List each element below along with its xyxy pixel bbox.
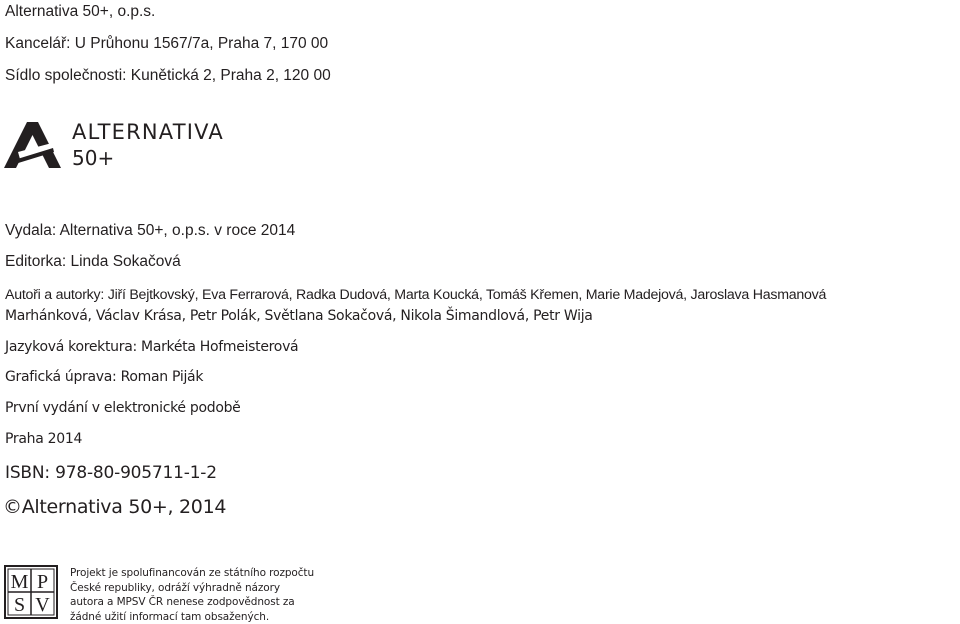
svg-text:V: V <box>35 594 50 616</box>
editor: Editorka: Linda Sokačová <box>5 253 181 271</box>
copyright: ©Alternativa 50+, 2014 <box>3 496 226 518</box>
edition: První vydání v elektronické podobě <box>5 400 241 416</box>
publisher-office: Kancelář: U Průhonu 1567/7a, Praha 7, 170 00 <box>5 35 328 53</box>
publisher-seat: Sídlo společnosti: Kunětická 2, Praha 2, 120 00 <box>5 67 331 85</box>
alternativa-a-mark-icon <box>4 122 62 172</box>
alternativa-logo <box>4 118 264 174</box>
funding-note <box>70 566 314 624</box>
funding-note-line-3: autora a MPSV ČR nenese zodpovědnost za <box>70 595 314 610</box>
published-by: Vydala: Alternativa 50+, o.p.s. v roce 2014 <box>5 222 295 240</box>
logo-age: 50+ <box>72 146 114 170</box>
isbn: ISBN: 978-80-905711-1-2 <box>5 463 217 483</box>
proofreading: Jazyková korektura: Markéta Hofmeisterová <box>5 339 298 355</box>
svg-text:M: M <box>11 571 29 593</box>
place-year: Praha 2014 <box>5 431 82 447</box>
mpsv-logo-icon <box>4 565 58 619</box>
logo-name: ALTERNATIVA <box>72 120 224 144</box>
authors-line-1: Autoři a autorky: Jiří Bejtkovský, Eva Ferrarová, Radka Dudová, Marta Koucká, Tomáš Křemen, Marie Madejová, Jaroslava Hasmanová <box>5 287 826 303</box>
funding-note-line-4: žádné užití informací tam obsažených. <box>70 610 314 624</box>
funding-note-line-2: České republiky, odráží výhradně názory <box>70 581 314 596</box>
publisher-name: Alternativa 50+, o.p.s. <box>5 3 155 21</box>
svg-text:P: P <box>37 571 48 593</box>
funding-note-line-1: Projekt je spolufinancován ze státního rozpočtu <box>70 566 314 581</box>
svg-text:S: S <box>14 594 25 616</box>
graphic-design: Grafická úprava: Roman Piják <box>5 369 203 385</box>
authors-line-2: Marhánková, Václav Krása, Petr Polák, Světlana Sokačová, Nikola Šimandlová, Petr Wija <box>5 308 593 324</box>
